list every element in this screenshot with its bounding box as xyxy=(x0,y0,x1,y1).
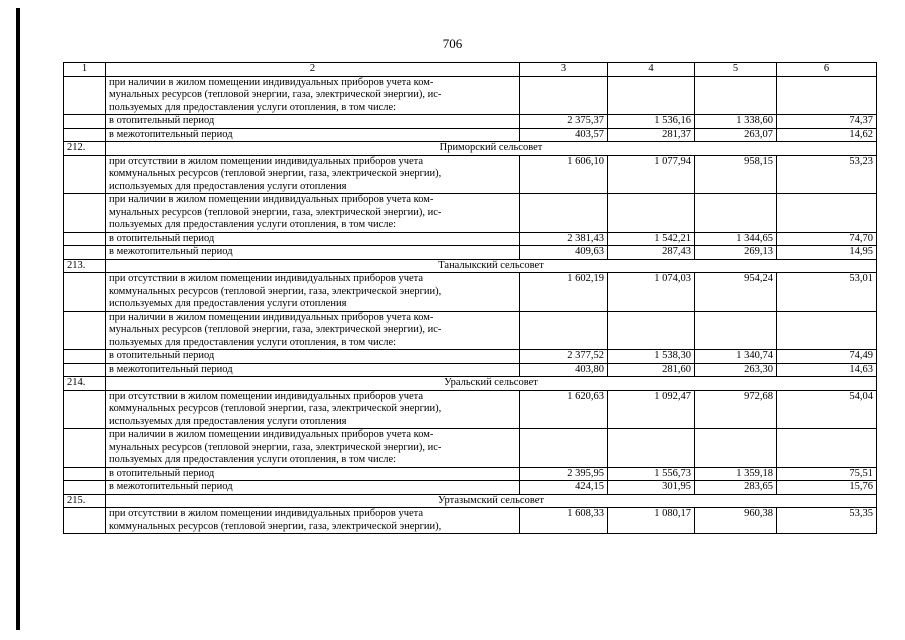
row-description: в межотопительный период xyxy=(106,481,520,495)
period-row xyxy=(64,363,877,377)
page-number: 706 xyxy=(442,36,463,51)
row-number-cell xyxy=(64,481,106,495)
value-cell: 1 608,33 xyxy=(520,508,608,534)
value-cell: 263,30 xyxy=(695,363,777,377)
value-cell: 53,01 xyxy=(777,273,877,312)
description-line: при отсутствии в жилом помещении индивидуальных приборов учета xyxy=(109,273,424,284)
row-number-cell xyxy=(64,115,106,129)
value-cell: 424,15 xyxy=(520,481,608,495)
row-description: в отопительный период xyxy=(106,467,520,481)
value-cell: 1 359,18 xyxy=(695,467,777,481)
value-cell: 1 077,94 xyxy=(608,155,695,194)
description-line: мунальных ресурсов (тепловой энергии, газа, электрической энергии), ис- xyxy=(109,206,442,218)
period-row xyxy=(64,350,877,364)
row-number-cell xyxy=(64,390,106,429)
row-description xyxy=(106,273,520,312)
tariff-table xyxy=(63,62,877,534)
value-cell: 74,37 xyxy=(777,115,877,129)
description-row xyxy=(64,429,877,468)
value-cell xyxy=(520,311,608,350)
header-cell: 4 xyxy=(608,63,695,77)
description-row xyxy=(64,311,877,350)
value-cell: 54,04 xyxy=(777,390,877,429)
header-cell: 6 xyxy=(777,63,877,77)
value-cell xyxy=(695,76,777,115)
row-number-cell xyxy=(64,350,106,364)
value-cell: 1 536,16 xyxy=(608,115,695,129)
row-number-cell xyxy=(64,155,106,194)
value-cell: 53,35 xyxy=(777,508,877,534)
row-description: в межотопительный период xyxy=(106,363,520,377)
description-row xyxy=(64,390,877,429)
value-cell: 958,15 xyxy=(695,155,777,194)
description-row xyxy=(64,194,877,233)
value-cell: 15,76 xyxy=(777,481,877,495)
value-cell: 960,38 xyxy=(695,508,777,534)
row-number-cell xyxy=(64,508,106,534)
header-cell: 2 xyxy=(106,63,520,77)
value-cell: 1 344,65 xyxy=(695,232,777,246)
description-row xyxy=(64,76,877,115)
value-cell: 263,07 xyxy=(695,128,777,142)
value-cell: 1 620,63 xyxy=(520,390,608,429)
row-number-cell xyxy=(64,194,106,233)
value-cell: 1 538,30 xyxy=(608,350,695,364)
value-cell: 14,63 xyxy=(777,363,877,377)
value-cell: 1 606,10 xyxy=(520,155,608,194)
header-cell: 1 xyxy=(64,63,106,77)
value-cell xyxy=(520,429,608,468)
region-row xyxy=(64,259,877,273)
value-cell xyxy=(608,76,695,115)
description-line: мунальных ресурсов (тепловой энергии, газа, электрической энергии), ис- xyxy=(109,441,442,453)
description-line: мунальных ресурсов (тепловой энергии, газа, электрической энергии), ис- xyxy=(109,89,442,100)
description-line: пользуемых для предоставления услуги отопления, в том числе: xyxy=(109,101,397,113)
value-cell: 14,95 xyxy=(777,246,877,260)
value-cell: 287,43 xyxy=(608,246,695,260)
row-description xyxy=(106,311,520,350)
row-description xyxy=(106,508,520,534)
region-row xyxy=(64,377,877,391)
value-cell xyxy=(777,76,877,115)
row-number-cell xyxy=(64,232,106,246)
period-row xyxy=(64,246,877,260)
value-cell: 2 395,95 xyxy=(520,467,608,481)
row-number-cell xyxy=(64,429,106,468)
row-description: в отопительный период xyxy=(106,232,520,246)
region-number: 215. xyxy=(64,494,106,508)
header-cell: 3 xyxy=(520,63,608,77)
period-row xyxy=(64,467,877,481)
description-line: коммунальных ресурсов (тепловой энергии, газа, электрической энергии), xyxy=(109,403,442,414)
value-cell: 283,65 xyxy=(695,481,777,495)
description-line: пользуемых для предоставления услуги отопления, в том числе: xyxy=(109,219,397,230)
description-line: при наличии в жилом помещении индивидуальных приборов учета ком- xyxy=(109,429,434,440)
row-number-cell xyxy=(64,467,106,481)
value-cell xyxy=(608,194,695,233)
row-number-cell xyxy=(64,128,106,142)
description-line: используемых для предоставления услуги отопления xyxy=(109,298,347,309)
row-description: в отопительный период xyxy=(106,115,520,129)
value-cell: 2 381,43 xyxy=(520,232,608,246)
header-cell: 5 xyxy=(695,63,777,77)
description-line: при отсутствии в жилом помещении индивидуальных приборов учета xyxy=(109,155,424,167)
description-line: при наличии в жилом помещении индивидуальных приборов учета ком- xyxy=(109,194,434,205)
value-cell xyxy=(520,76,608,115)
value-cell: 403,80 xyxy=(520,363,608,377)
description-row xyxy=(64,273,877,312)
description-line: пользуемых для предоставления услуги отопления, в том числе: xyxy=(109,336,397,348)
description-line: используемых для предоставления услуги отопления xyxy=(109,415,347,427)
description-line: коммунальных ресурсов (тепловой энергии, газа, электрической энергии), xyxy=(109,168,442,179)
row-description: в межотопительный период xyxy=(106,128,520,142)
value-cell: 1 074,03 xyxy=(608,273,695,312)
value-cell: 14,62 xyxy=(777,128,877,142)
value-cell: 409,63 xyxy=(520,246,608,260)
value-cell: 1 080,17 xyxy=(608,508,695,534)
description-line: при наличии в жилом помещении индивидуальных приборов учета ком- xyxy=(109,311,434,323)
value-cell: 74,49 xyxy=(777,350,877,364)
value-cell: 1 602,19 xyxy=(520,273,608,312)
region-name: Приморский сельсовет xyxy=(106,142,877,156)
region-name: Уральский сельсовет xyxy=(106,377,877,391)
description-row xyxy=(64,155,877,194)
region-row xyxy=(64,494,877,508)
value-cell: 972,68 xyxy=(695,390,777,429)
description-row xyxy=(64,508,877,534)
description-line: при наличии в жилом помещении индивидуальных приборов учета ком- xyxy=(109,76,434,88)
period-row xyxy=(64,115,877,129)
period-row xyxy=(64,481,877,495)
description-line: пользуемых для предоставления услуги отопления, в том числе: xyxy=(109,454,397,465)
value-cell xyxy=(608,311,695,350)
value-cell: 75,51 xyxy=(777,467,877,481)
value-cell: 1 542,21 xyxy=(608,232,695,246)
value-cell xyxy=(777,194,877,233)
row-number-cell xyxy=(64,76,106,115)
value-cell xyxy=(695,194,777,233)
value-cell: 53,23 xyxy=(777,155,877,194)
value-cell xyxy=(695,311,777,350)
value-cell: 2 377,52 xyxy=(520,350,608,364)
value-cell xyxy=(777,429,877,468)
value-cell: 281,60 xyxy=(608,363,695,377)
row-number-cell xyxy=(64,273,106,312)
value-cell: 403,57 xyxy=(520,128,608,142)
region-number: 212. xyxy=(64,142,106,156)
value-cell: 954,24 xyxy=(695,273,777,312)
region-number: 213. xyxy=(64,259,106,273)
row-number-cell xyxy=(64,363,106,377)
row-description xyxy=(106,155,520,194)
region-name: Уртазымский сельсовет xyxy=(106,494,877,508)
description-line: при отсутствии в жилом помещении индивидуальных приборов учета xyxy=(109,390,424,402)
row-description xyxy=(106,390,520,429)
row-description xyxy=(106,194,520,233)
row-description: в отопительный период xyxy=(106,350,520,364)
value-cell xyxy=(520,194,608,233)
region-name: Таналыкский сельсовет xyxy=(106,259,877,273)
value-cell: 1 092,47 xyxy=(608,390,695,429)
region-number: 214. xyxy=(64,377,106,391)
value-cell: 2 375,37 xyxy=(520,115,608,129)
description-line: мунальных ресурсов (тепловой энергии, газа, электрической энергии), ис- xyxy=(109,324,442,335)
description-line: коммунальных ресурсов (тепловой энергии, газа, электрической энергии), xyxy=(109,285,442,297)
period-row xyxy=(64,232,877,246)
value-cell xyxy=(608,429,695,468)
value-cell: 1 338,60 xyxy=(695,115,777,129)
value-cell xyxy=(695,429,777,468)
value-cell: 301,95 xyxy=(608,481,695,495)
value-cell xyxy=(777,311,877,350)
row-description: в межотопительный период xyxy=(106,246,520,260)
value-cell: 74,70 xyxy=(777,232,877,246)
row-number-cell xyxy=(64,246,106,260)
value-cell: 281,37 xyxy=(608,128,695,142)
row-description xyxy=(106,76,520,115)
row-description xyxy=(106,429,520,468)
row-number-cell xyxy=(64,311,106,350)
description-line: коммунальных ресурсов (тепловой энергии, газа, электрической энергии), xyxy=(109,520,442,532)
value-cell: 1 556,73 xyxy=(608,467,695,481)
period-row xyxy=(64,128,877,142)
scan-edge-bar xyxy=(16,8,20,630)
region-row xyxy=(64,142,877,156)
header-row xyxy=(64,63,877,77)
value-cell: 1 340,74 xyxy=(695,350,777,364)
description-line: при отсутствии в жилом помещении индивидуальных приборов учета xyxy=(109,508,424,519)
description-line: используемых для предоставления услуги отопления xyxy=(109,180,347,192)
value-cell: 269,13 xyxy=(695,246,777,260)
